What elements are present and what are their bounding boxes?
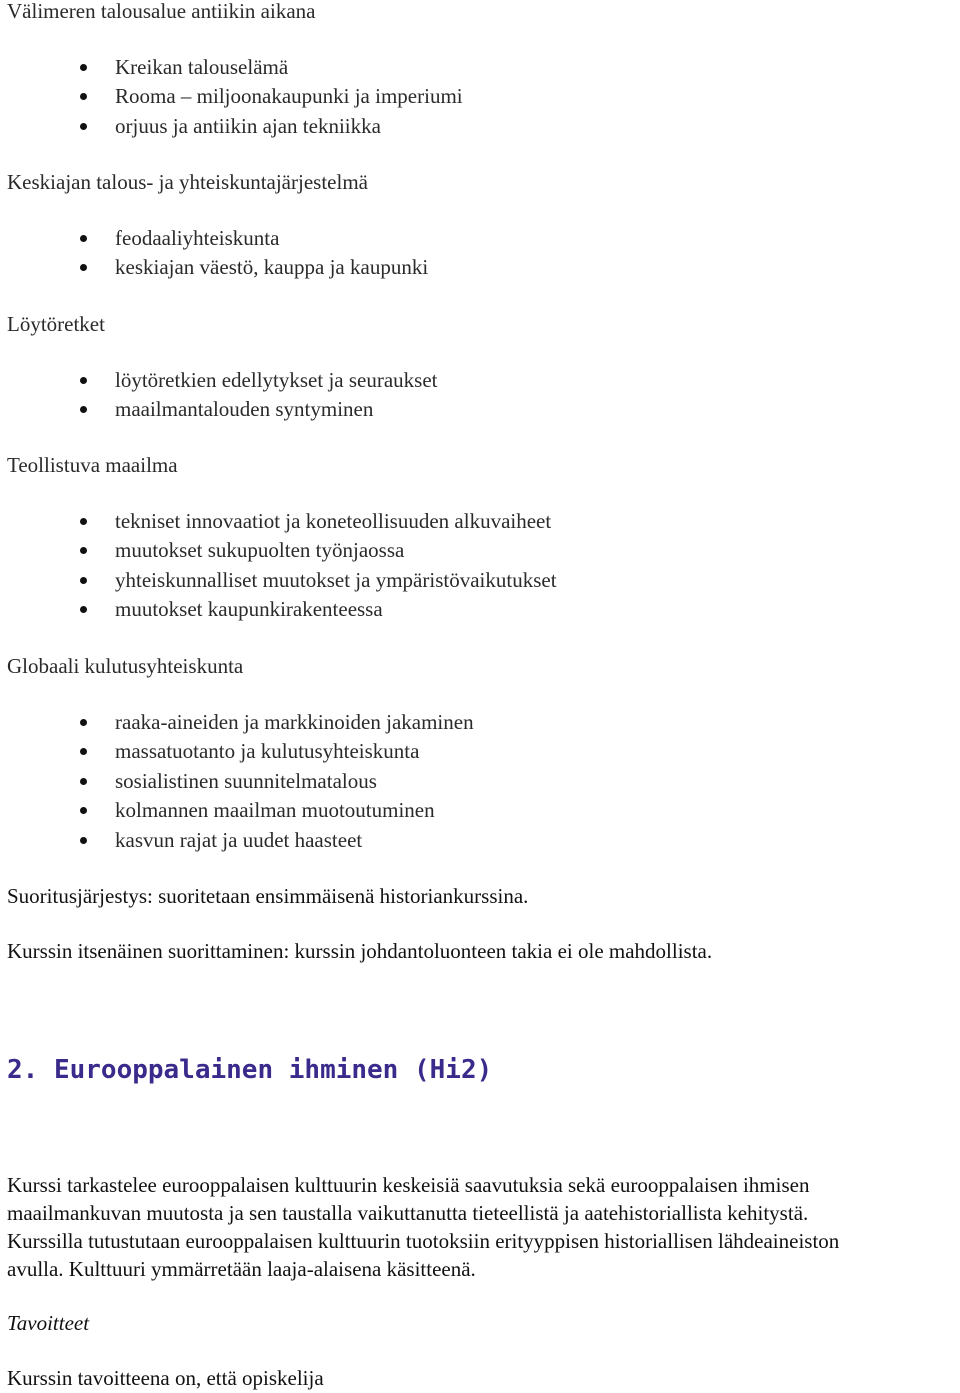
bullet-icon	[80, 577, 87, 584]
section-title-antiquity: Välimeren talousalue antiikin aikana	[7, 0, 316, 23]
list-item: kolmannen maailman muotoutuminen	[0, 796, 474, 825]
goals-heading: Tavoitteet	[7, 1311, 90, 1335]
course-description	[7, 1171, 839, 1283]
section-title-consumer-society: Globaali kulutusyhteiskunta	[7, 654, 244, 678]
section-title-middle-ages: Keskiajan talous- ja yhteiskuntajärjestelmä	[7, 170, 368, 194]
description-line: Kurssi tarkastelee eurooppalaisen kulttuurin keskeisiä saavutuksia sekä eurooppalaisen ihmisen	[7, 1173, 810, 1197]
bullet-icon	[80, 606, 87, 613]
completion-order-text: Suoritusjärjestys: suoritetaan ensimmäisenä historiankurssina.	[7, 884, 529, 908]
description-line: avulla. Kulttuuri ymmärretään laaja-alaisena käsitteenä.	[7, 1257, 476, 1281]
list-item: tekniset innovaatiot ja koneteollisuuden alkuvaiheet	[0, 507, 557, 536]
bullet-icon	[80, 778, 87, 785]
bullet-icon	[80, 748, 87, 755]
bullet-icon	[80, 264, 87, 271]
section-title-industrial: Teollistuva maailma	[7, 453, 178, 477]
bullet-icon	[80, 719, 87, 726]
topic-list-discoveries	[0, 366, 438, 425]
course-heading: 2. Eurooppalainen ihminen (Hi2)	[7, 1055, 493, 1085]
list-item: massatuotanto ja kulutusyhteiskunta	[0, 737, 474, 766]
list-item: muutokset kaupunkirakenteessa	[0, 595, 557, 624]
list-item: maailmantalouden syntyminen	[0, 395, 438, 424]
list-item: feodaaliyhteiskunta	[0, 224, 428, 253]
list-item: kasvun rajat ja uudet haasteet	[0, 826, 474, 855]
list-item: muutokset sukupuolten työnjaossa	[0, 536, 557, 565]
bullet-icon	[80, 377, 87, 384]
list-item: keskiajan väestö, kauppa ja kaupunki	[0, 253, 428, 282]
list-item: yhteiskunnalliset muutokset ja ympäristövaikutukset	[0, 566, 557, 595]
list-item: löytöretkien edellytykset ja seuraukset	[0, 366, 438, 395]
description-line: maailmankuvan muutosta ja sen taustalla vaikuttanutta tieteellistä ja aatehistoriallista kehitystä.	[7, 1201, 809, 1225]
bullet-icon	[80, 807, 87, 814]
bullet-icon	[80, 235, 87, 242]
description-line: Kurssilla tutustutaan eurooppalaisen kulttuurin tuotoksiin erityyppisen historiallisen lähdeaineiston	[7, 1229, 840, 1253]
list-item: raaka-aineiden ja markkinoiden jakaminen	[0, 708, 474, 737]
bullet-icon	[80, 518, 87, 525]
list-item: Kreikan talouselämä	[0, 53, 463, 82]
bullet-icon	[80, 64, 87, 71]
bullet-icon	[80, 93, 87, 100]
bullet-icon	[80, 837, 87, 844]
bullet-icon	[80, 123, 87, 130]
independent-completion-text: Kurssin itsenäinen suorittaminen: kurssin johdantoluonteen takia ei ole mahdollista.	[7, 939, 713, 963]
list-item: sosialistinen suunnitelmatalous	[0, 767, 474, 796]
bullet-icon	[80, 406, 87, 413]
bullet-icon	[80, 547, 87, 554]
list-item: Rooma – miljoonakaupunki ja imperiumi	[0, 82, 463, 111]
goals-intro-text: Kurssin tavoitteena on, että opiskelija	[7, 1366, 324, 1390]
topic-list-middle-ages	[0, 224, 428, 283]
section-title-discoveries: Löytöretket	[7, 312, 105, 336]
topic-list-consumer-society	[0, 708, 474, 855]
list-item: orjuus ja antiikin ajan tekniikka	[0, 112, 463, 141]
topic-list-industrial	[0, 507, 557, 625]
topic-list-antiquity	[0, 53, 463, 141]
